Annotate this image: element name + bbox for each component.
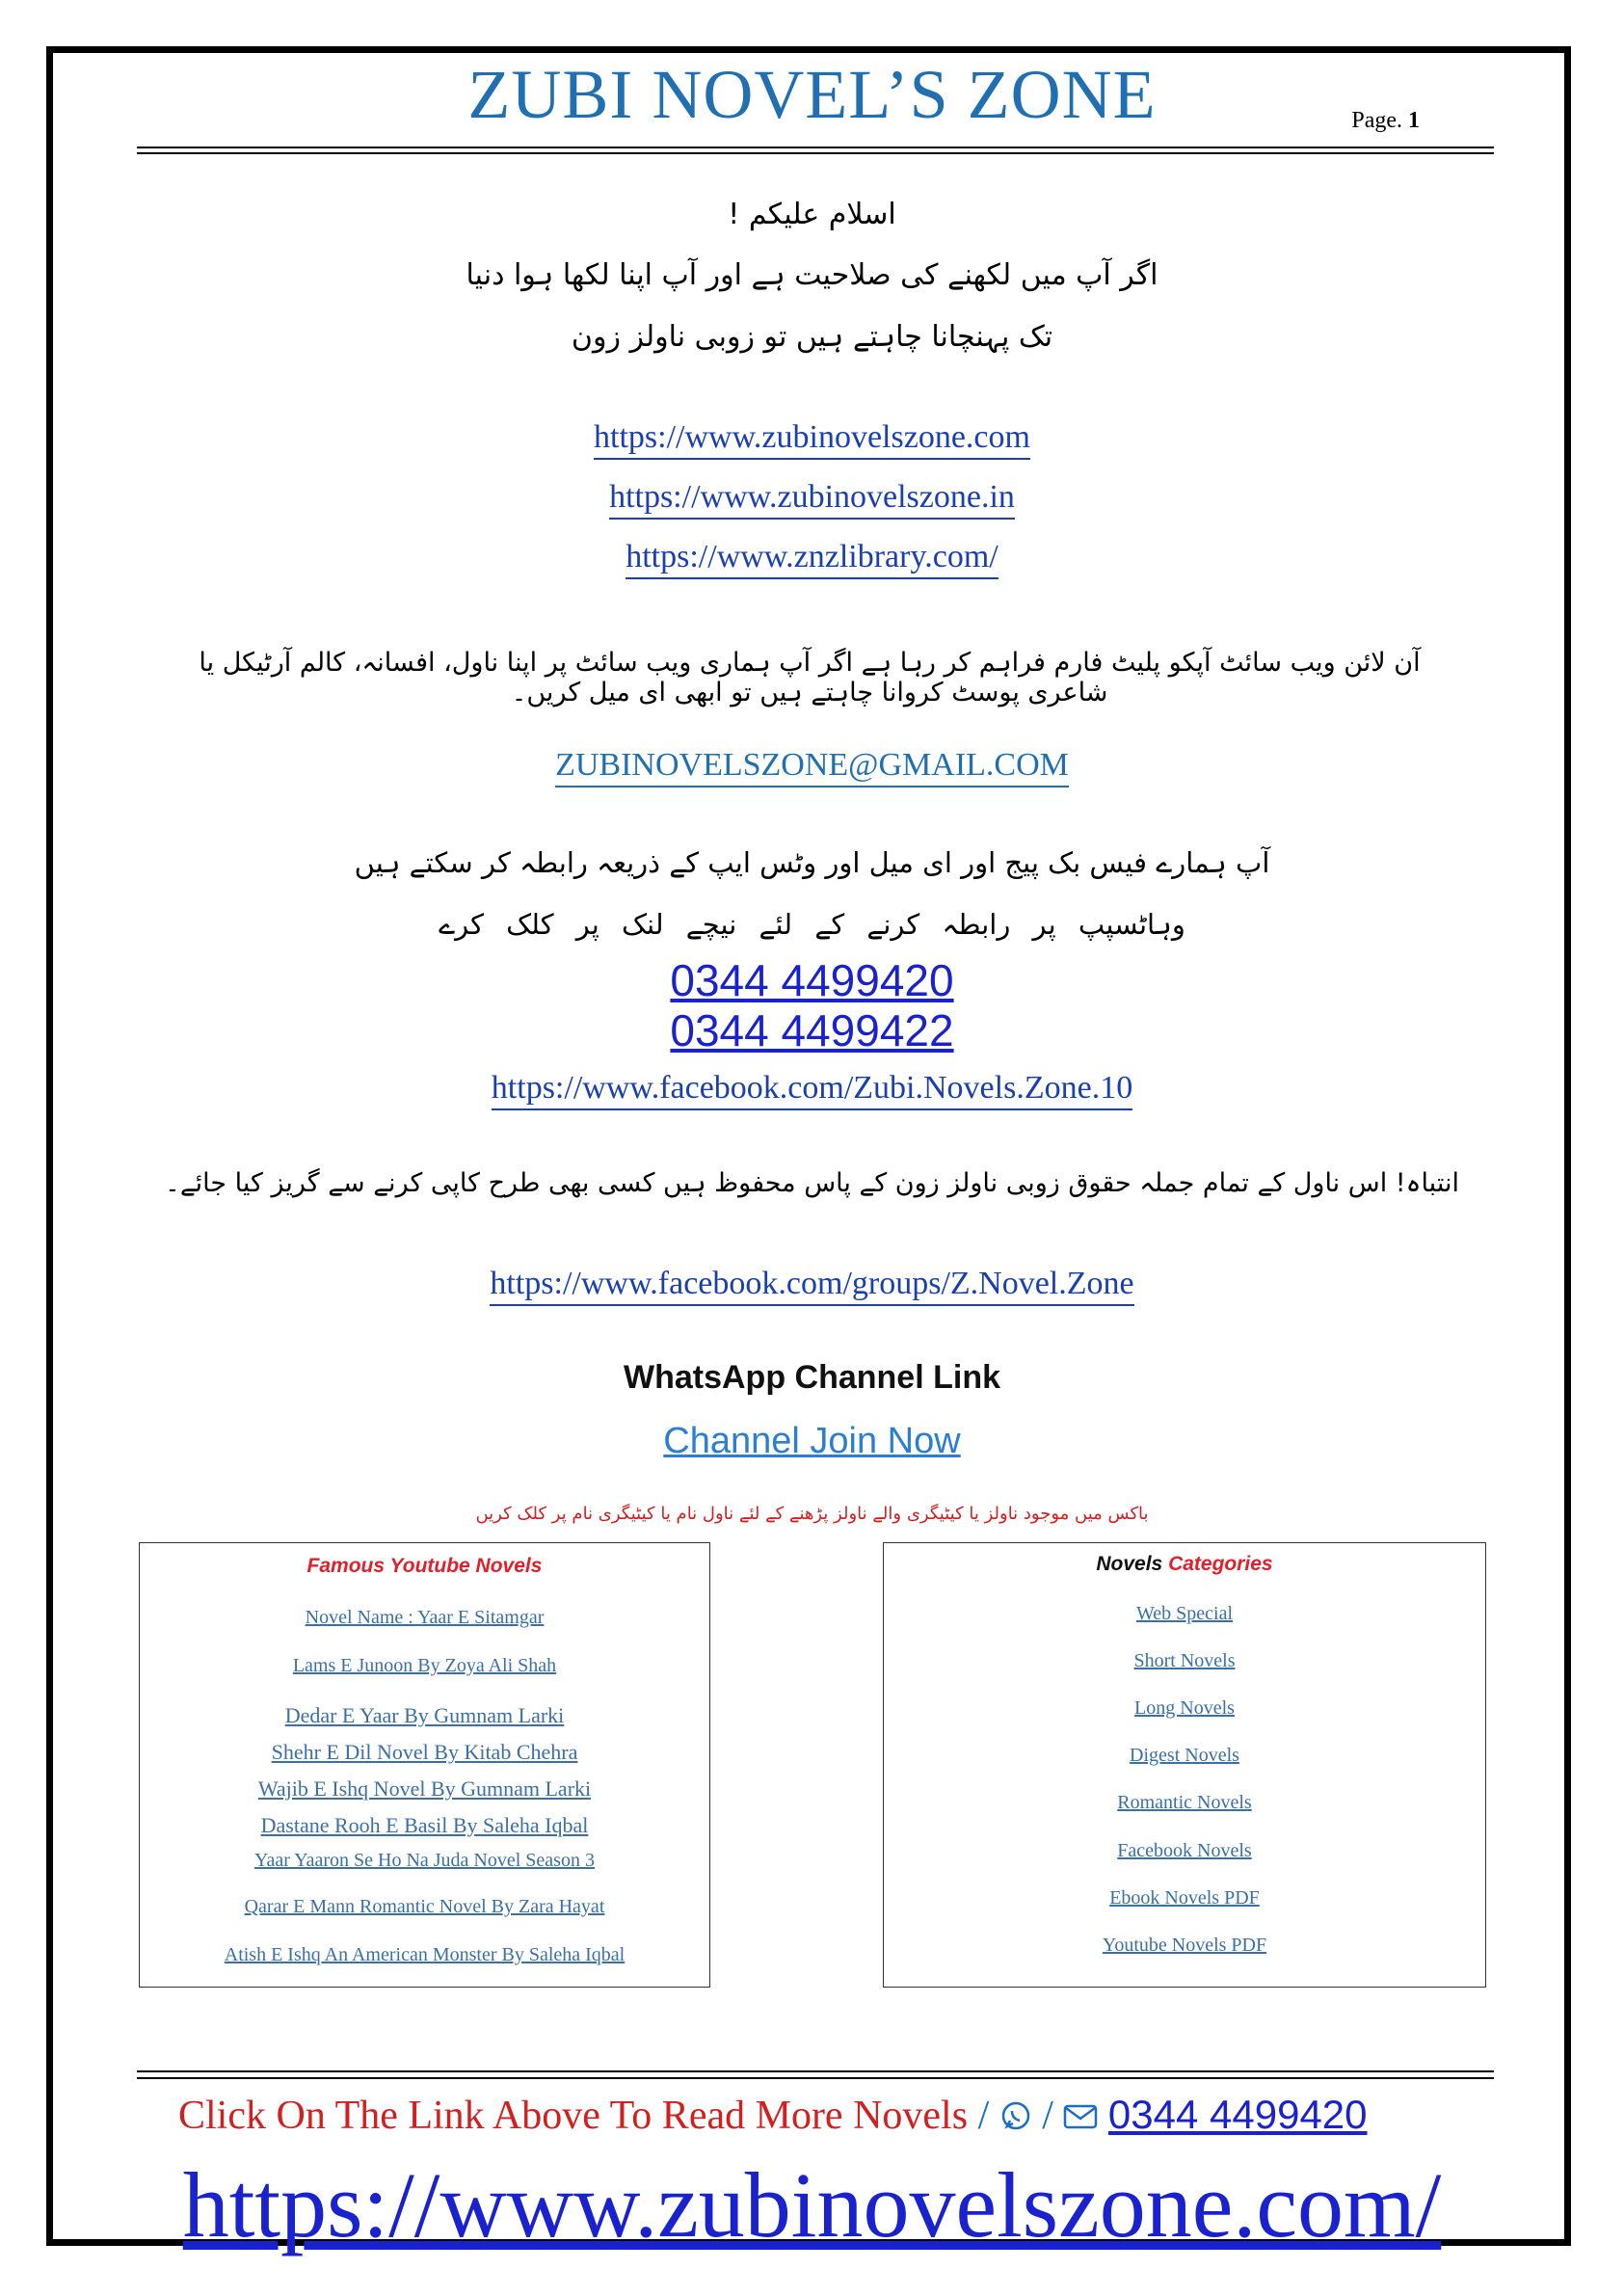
list-item[interactable]: Yaar Yaaron Se Ho Na Juda Novel Season 3 (254, 1850, 595, 1871)
list-item[interactable]: Shehr E Dil Novel By Kitab Chehra (271, 1740, 578, 1764)
category-web-special[interactable]: Web Special (1135, 1603, 1234, 1624)
email-icon[interactable] (1063, 2093, 1098, 2139)
page-number: Page. 1 (1351, 108, 1420, 133)
list-item[interactable]: Dedar E Yaar By Gumnam Larki (284, 1703, 565, 1727)
famous-youtube-novels-box (139, 1542, 710, 1988)
whatsapp-phone-1[interactable]: 0344 4499420 (670, 955, 954, 1005)
category-long-novels[interactable]: Long Novels (1134, 1697, 1235, 1719)
list-item[interactable]: Qarar E Mann Romantic Novel By Zara Hayat (244, 1896, 605, 1917)
footer-rule (137, 2070, 1494, 2072)
novels-categories-box (883, 1542, 1486, 1988)
intro-line-1: اگر آپ میں لکھنے کی صلاحیت ہے اور آپ اپنا لکھا ہوا دنیا (466, 258, 1158, 292)
page-title: ZUBI NOVEL’S ZONE (467, 56, 1157, 133)
youtube-box-title: Famous Youtube Novels (306, 1555, 543, 1577)
category-short-novels[interactable]: Short Novels (1133, 1650, 1236, 1671)
header-rule (137, 147, 1494, 148)
contact-line-2: وہاٹسپپ پر رابطہ کرنے کے لئے نیچے لنک پر کلک کرے (439, 908, 1185, 941)
category-digest-novels[interactable]: Digest Novels (1130, 1745, 1239, 1766)
contact-line-1: آپ ہمارے فیس بک پیج اور ای میل اور وٹس ایپ کے ذریعہ رابطہ کر سکتے ہیں (354, 846, 1270, 879)
categories-box-title: Novels Categories (1096, 1553, 1273, 1575)
box-note: باکس میں موجود ناولز یا کیٹیگری والے ناولز پڑھنے کے لئے ناول نام یا کیٹیگری نام پر کلک کریں (475, 1504, 1149, 1524)
copyright-warning: انتباہ! اس ناول کے تمام جملہ حقوق زوبی ناولز زون کے پاس محفوظ ہیں کسی بھی طرح کاپی کرنے سے گریز کیا جائے۔ (165, 1168, 1459, 1198)
category-facebook-novels[interactable]: Facebook Novels (1117, 1840, 1252, 1861)
channel-join-link[interactable]: Channel Join Now (663, 1421, 961, 1461)
list-item[interactable]: Atish E Ishq An American Monster By Saleha Iqbal (224, 1944, 626, 1965)
site-link-com[interactable]: https://www.zubinovelszone.com (594, 419, 1030, 460)
whatsapp-channel-heading: WhatsApp Channel Link (624, 1359, 1000, 1396)
greeting: اسلام علیکم ! (728, 198, 896, 231)
site-link-in[interactable]: https://www.zubinovelszone.in (609, 479, 1015, 520)
platform-text: آن لائن ویب سائٹ آپکو پلیٹ فارم فراہم کر رہا ہے اگر آپ ہماری ویب سائٹ پر اپنا ناول، افسانہ، کالم آرٹیکل یا شاعری پوسٹ کروانا چاہتے ہیں تو ابھی ای میل کریں۔ (199, 648, 1421, 707)
header-rule (137, 152, 1494, 154)
facebook-group-link[interactable]: https://www.facebook.com/groups/Z.Novel.Zone (490, 1266, 1133, 1306)
site-link-library[interactable]: https://www.znzlibrary.com/ (626, 539, 998, 579)
whatsapp-phone-2[interactable]: 0344 4499422 (670, 1005, 954, 1055)
facebook-page-link[interactable]: https://www.facebook.com/Zubi.Novels.Zone.10 (492, 1070, 1132, 1110)
footer-rule (137, 2077, 1494, 2079)
intro-line-2: تک پہنچانا چاہتے ہیں تو زوبی ناولز زون (571, 320, 1053, 354)
whatsapp-icon[interactable] (999, 2093, 1032, 2139)
category-romantic-novels[interactable]: Romantic Novels (1117, 1792, 1252, 1813)
footer-line: Click On The Link Above To Read More Novels / / 0344 4499420 (178, 2092, 1368, 2138)
category-youtube-novels-pdf[interactable]: Youtube Novels PDF (1102, 1935, 1267, 1956)
list-item[interactable]: Novel Name : Yaar E Sitamgar (305, 1607, 545, 1628)
email-link[interactable]: ZUBINOVELSZONE@GMAIL.COM (555, 747, 1069, 788)
list-item[interactable]: Wajib E Ishq Novel By Gumnam Larki (257, 1776, 592, 1801)
footer-text: Click On The Link Above To Read More Novels (178, 2094, 969, 2138)
list-item[interactable]: Dastane Rooh E Basil By Saleha Iqbal (260, 1813, 589, 1837)
list-item[interactable]: Lams E Junoon By Zoya Ali Shah (292, 1655, 557, 1676)
category-ebook-novels-pdf[interactable]: Ebook Novels PDF (1109, 1887, 1260, 1909)
footer-phone-link[interactable]: 0344 4499420 (1107, 2092, 1368, 2137)
footer-website-link[interactable]: https://www.zubinovelszone.com/ (182, 2153, 1442, 2256)
